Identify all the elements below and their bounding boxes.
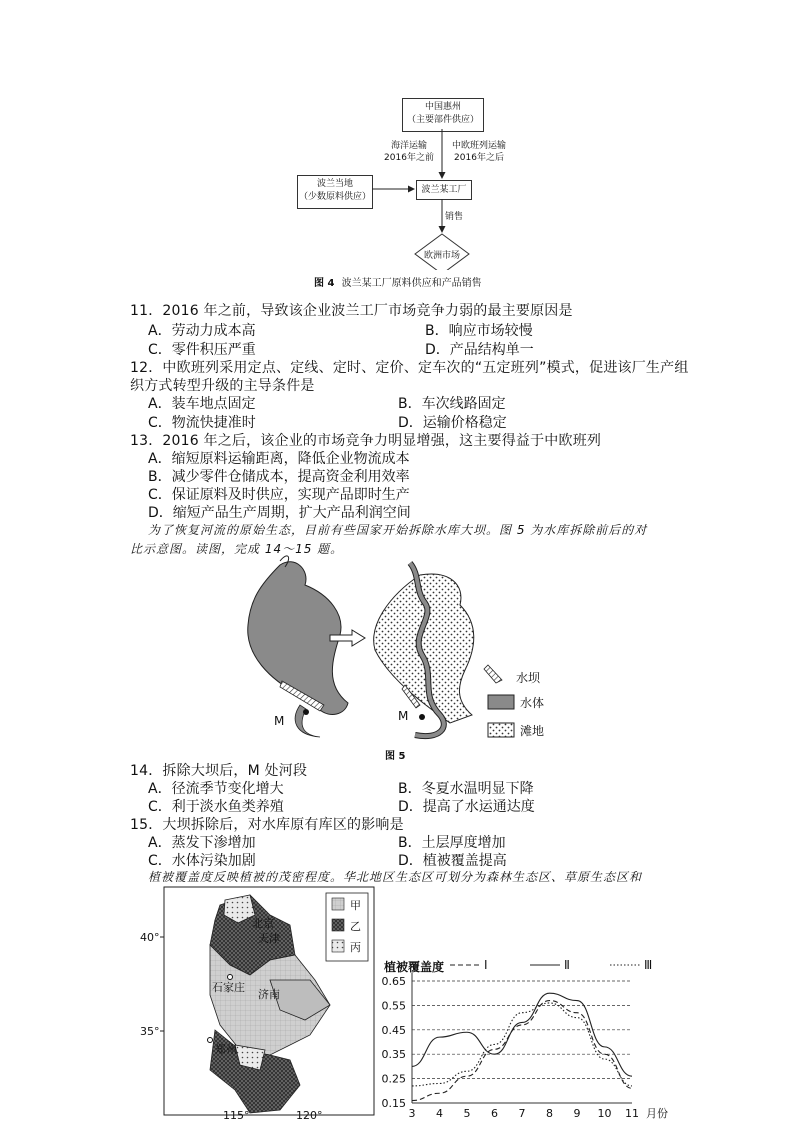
q13-option-a[interactable]: A．缩短原料运输距离，降低企业物流成本 [148, 451, 410, 467]
chart-legend-label-1: Ⅰ [484, 958, 488, 972]
chart-ytick-label: 0.25 [381, 1072, 406, 1086]
m-label-before: M [274, 714, 285, 728]
q14-option-c[interactable]: C．利于淡水鱼类养殖 [148, 799, 284, 815]
map-legend-jia: 甲 [350, 899, 361, 912]
lon-120-label: 120° [296, 1109, 323, 1120]
q15-option-c[interactable]: C．水体污染加剧 [148, 853, 256, 869]
figure-4-arrows [280, 90, 520, 270]
chart-xtick-label: 8 [546, 1107, 553, 1120]
label-sales: 销售 [445, 212, 464, 222]
lat-40-label: 40° [140, 931, 160, 944]
chart-ytick-label: 0.45 [381, 1023, 406, 1037]
box-china-huizhou: 中国惠州 （主要部件供应） [402, 98, 484, 132]
intro-14-15-line1: 为了恢复河流的原始生态，目前有些国家开始拆除水库大坝。图 5 为水库拆除前后的对 [148, 523, 648, 537]
q11-option-b[interactable]: B．响应市场较慢 [425, 323, 533, 339]
lon-115-label: 115° [223, 1109, 250, 1120]
chart-series-line-1 [412, 1001, 632, 1101]
chart-xlabel: 月份 [646, 1107, 668, 1120]
map-legend-yi: 乙 [350, 920, 361, 933]
before-reservoir [248, 556, 348, 737]
question-12-stem-line1: 12．中欧班列采用定点、定线、定时、定价、定车次的“五定班列”模式，促进该厂生产组 [130, 360, 689, 376]
question-12-stem-line2: 织方式转型升级的主导条件是 [130, 378, 315, 394]
north-china-map [140, 885, 380, 1120]
city-shijiazhuang: 石家庄 [212, 981, 245, 994]
chart-ylabel: 植被覆盖度 [384, 960, 445, 974]
q11-option-d[interactable]: D．产品结构单一 [425, 342, 534, 358]
figure-5-caption: 图 5 [385, 751, 406, 762]
legend-beach-label: 滩地 [520, 724, 545, 738]
city-tianjin: 天津 [258, 932, 280, 945]
chart-xtick-label: 10 [597, 1107, 612, 1120]
legend-dam-label: 水坝 [516, 671, 541, 685]
question-15-stem: 15．大坝拆除后，对水库原有库区的影响是 [130, 817, 404, 833]
chart-ytick-label: 0.65 [381, 975, 406, 988]
q12-option-b[interactable]: B．车次线路固定 [398, 396, 506, 412]
question-14-stem: 14．拆除大坝后，M 处河段 [130, 763, 308, 779]
box-poland-local: 波兰当地 （少数原料供应） [297, 175, 373, 209]
q13-option-c[interactable]: C．保证原料及时供应，实现产品即时生产 [148, 487, 410, 503]
legend-beach-swatch [488, 723, 514, 737]
legend-water-swatch [488, 695, 514, 709]
label-sea-transport: 海洋运输 2016年之前 [384, 141, 434, 163]
chart-xtick-label: 6 [491, 1107, 498, 1120]
chart-xtick-label: 4 [436, 1107, 443, 1120]
after-beach [374, 563, 474, 736]
intro-vegetation-line1: 植被覆盖度反映植被的茂密程度。华北地区生态区可划分为森林生态区、草原生态区和 [148, 870, 643, 884]
q11-option-a[interactable]: A．劳动力成本高 [148, 323, 256, 339]
legend-water-label: 水体 [520, 696, 545, 710]
q12-option-a[interactable]: A．装车地点固定 [148, 396, 256, 412]
city-beijing: 北京 [252, 917, 274, 930]
q14-option-d[interactable]: D．提高了水运通达度 [398, 799, 535, 815]
chart-ytick-label: 0.15 [381, 1097, 406, 1110]
chart-xtick-label: 5 [463, 1107, 471, 1120]
figure-5-legend [484, 665, 544, 738]
chart-xtick-label: 11 [625, 1107, 639, 1120]
chart-xtick-label: 9 [573, 1107, 581, 1120]
q12-option-c[interactable]: C．物流快捷准时 [148, 415, 256, 431]
city-jinan: 济南 [258, 988, 280, 1001]
q11-option-c[interactable]: C．零件积压严重 [148, 342, 256, 358]
intro-14-15-line2: 比示意图。读图，完成 14～15 题。 [130, 542, 344, 556]
chart-legend-label-3: Ⅲ [644, 958, 653, 972]
q12-option-d[interactable]: D．运输价格稳定 [398, 415, 507, 431]
q14-option-a[interactable]: A．径流季节变化增大 [148, 781, 284, 797]
legend-dam-swatch [484, 665, 502, 683]
question-13-stem: 13．2016 年之后，该企业的市场竞争力明显增强，这主要得益于中欧班列 [130, 433, 602, 449]
q15-option-a[interactable]: A．蒸发下渗增加 [148, 835, 256, 851]
market-label: 欧洲市场 [424, 251, 461, 261]
figure-4-caption: 图 4 波兰某工厂原料供应和产品销售 [314, 278, 482, 289]
city-zhengzhou: 郑州 [215, 1043, 237, 1056]
q15-option-b[interactable]: B．土层厚度增加 [398, 835, 506, 851]
lat-35-label: 35° [140, 1025, 160, 1038]
q14-option-b[interactable]: B．冬夏水温明显下降 [398, 781, 534, 797]
m-label-after: M [398, 709, 409, 723]
chart-ytick-label: 0.35 [381, 1048, 406, 1062]
map-legend-bing: 丙 [350, 941, 361, 954]
box-poland-factory: 波兰某工厂 [416, 180, 472, 200]
question-11-stem: 11．2016 年之前，导致该企业波兰工厂市场竞争力弱的最主要原因是 [130, 303, 573, 319]
chart-xtick-label: 7 [518, 1107, 526, 1120]
q13-option-b[interactable]: B．减少零件仓储成本，提高资金利用效率 [148, 469, 410, 485]
q13-option-d[interactable]: D．缩短产品生产周期，扩大产品利润空间 [148, 505, 411, 521]
chart-legend-label-2: Ⅱ [564, 958, 570, 972]
vegetation-coverage-chart [370, 955, 670, 1123]
label-rail-transport: 中欧班列运输 2016年之后 [451, 141, 506, 163]
q15-option-d[interactable]: D．植被覆盖提高 [398, 853, 507, 869]
figure-5 [240, 555, 570, 745]
chart-ytick-label: 0.55 [381, 999, 406, 1013]
chart-xtick-label: 3 [408, 1107, 416, 1120]
